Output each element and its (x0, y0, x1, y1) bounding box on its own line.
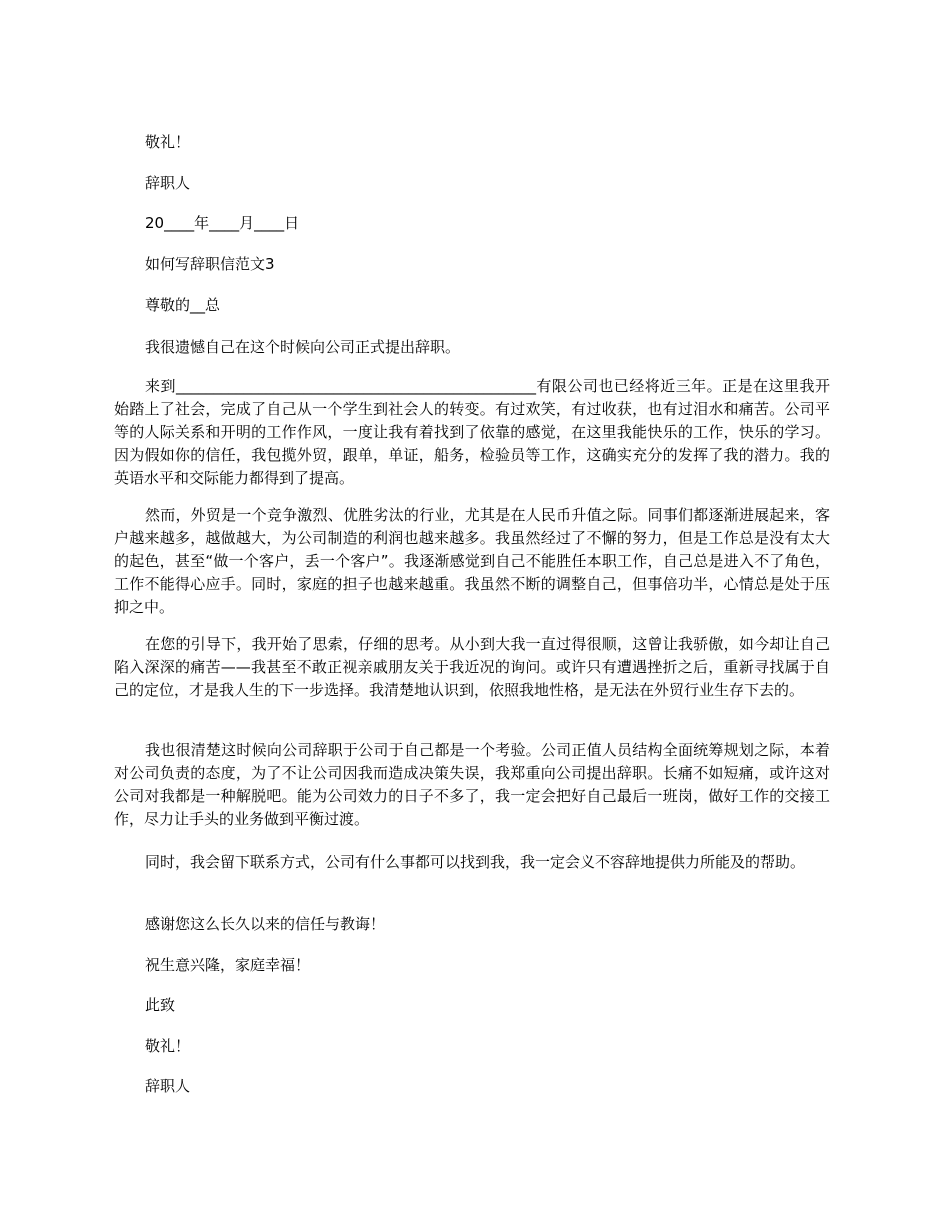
wishes-line: 祝生意兴隆，家庭幸福！ (145, 956, 311, 974)
thanks-line: 感谢您这么长久以来的信任与教诲！ (145, 915, 386, 933)
letter-heading: 如何写辞职信范文3 (145, 255, 275, 273)
regards-line: 此致 (145, 996, 176, 1014)
body-paragraph: 同时，我会留下联系方式，公司有什么事都可以找到我，我一定会义不容辞地提供力所能及的帮助。 (145, 853, 806, 871)
date-line: 20____年____月____日 (145, 214, 300, 232)
intro-paragraph: 我很遗憾自己在这个时候向公司正式提出辞职。 (145, 338, 461, 356)
body-paragraph: 我也很清楚这时候向公司辞职于公司于自己都是一个考验。公司正值人员结构全面统筹规划之际，本着对公司负责的态度，为了不让公司因我而造成决策失误，我郑重向公司提出辞职。长痛不如短痛，或许这对公司对我都是一种解脱吧。能为公司效力的日子不多了，我一定会把好自己最后一班岗，做好工作的交接工作，尽力让手头的业务做到平衡过渡。 (114, 741, 830, 828)
body-paragraph: 来到________________________________________________有限公司也已经将近三年。正是在这里我开始踏上了社会，完成了自己从一个学生到社会人的转变。有过欢笑，有过收获，也有过泪水和痛苦。公司平等的人际关系和开明的工作作风，一度让我有着找到了依靠的感觉，在这里我能快乐的工作，快乐的学习。因为假如你的信任，我包揽外贸，跟单，单证，船务，检验员等工作，这确实充分的发挥了我的潜力。我的英语水平和交际能力都得到了提高。 (114, 377, 830, 487)
resigner-line: 辞职人 (145, 174, 191, 192)
body-paragraph: 然而，外贸是一个竞争激烈、优胜劣汰的行业，尤其是在人民币升值之际。同事们都逐渐进展起来，客户越来越多，越做越大，为公司制造的利润也越来越多。我虽然经过了不懈的努力，但是工作总是没有太大的起色，甚至“做一个客户，丢一个客户”。我逐渐感觉到自己不能胜任本职工作，自己总是进入不了角色，工作不能得心应手。同时，家庭的担子也越来越重。我虽然不断的调整自己，但事倍功半，心情总是处于压抑之中。 (114, 506, 830, 616)
signature-line: 辞职人 (145, 1077, 191, 1095)
body-paragraph: 在您的引导下，我开始了思索，仔细的思考。从小到大我一直过得很顺，这曾让我骄傲，如今却让自己陷入深深的痛苦——我甚至不敢正视亲戚朋友关于我近况的询问。或许只有遭遇挫折之后，重新寻找属于自己的定位，才是我人生的下一步选择。我清楚地认识到，依照我地性格，是无法在外贸行业生存下去的。 (114, 635, 830, 699)
salute-line: 敬礼！ (145, 1037, 191, 1055)
greeting-line: 尊敬的__总 (145, 296, 221, 314)
closing-salute-line: 敬礼！ (145, 133, 191, 151)
